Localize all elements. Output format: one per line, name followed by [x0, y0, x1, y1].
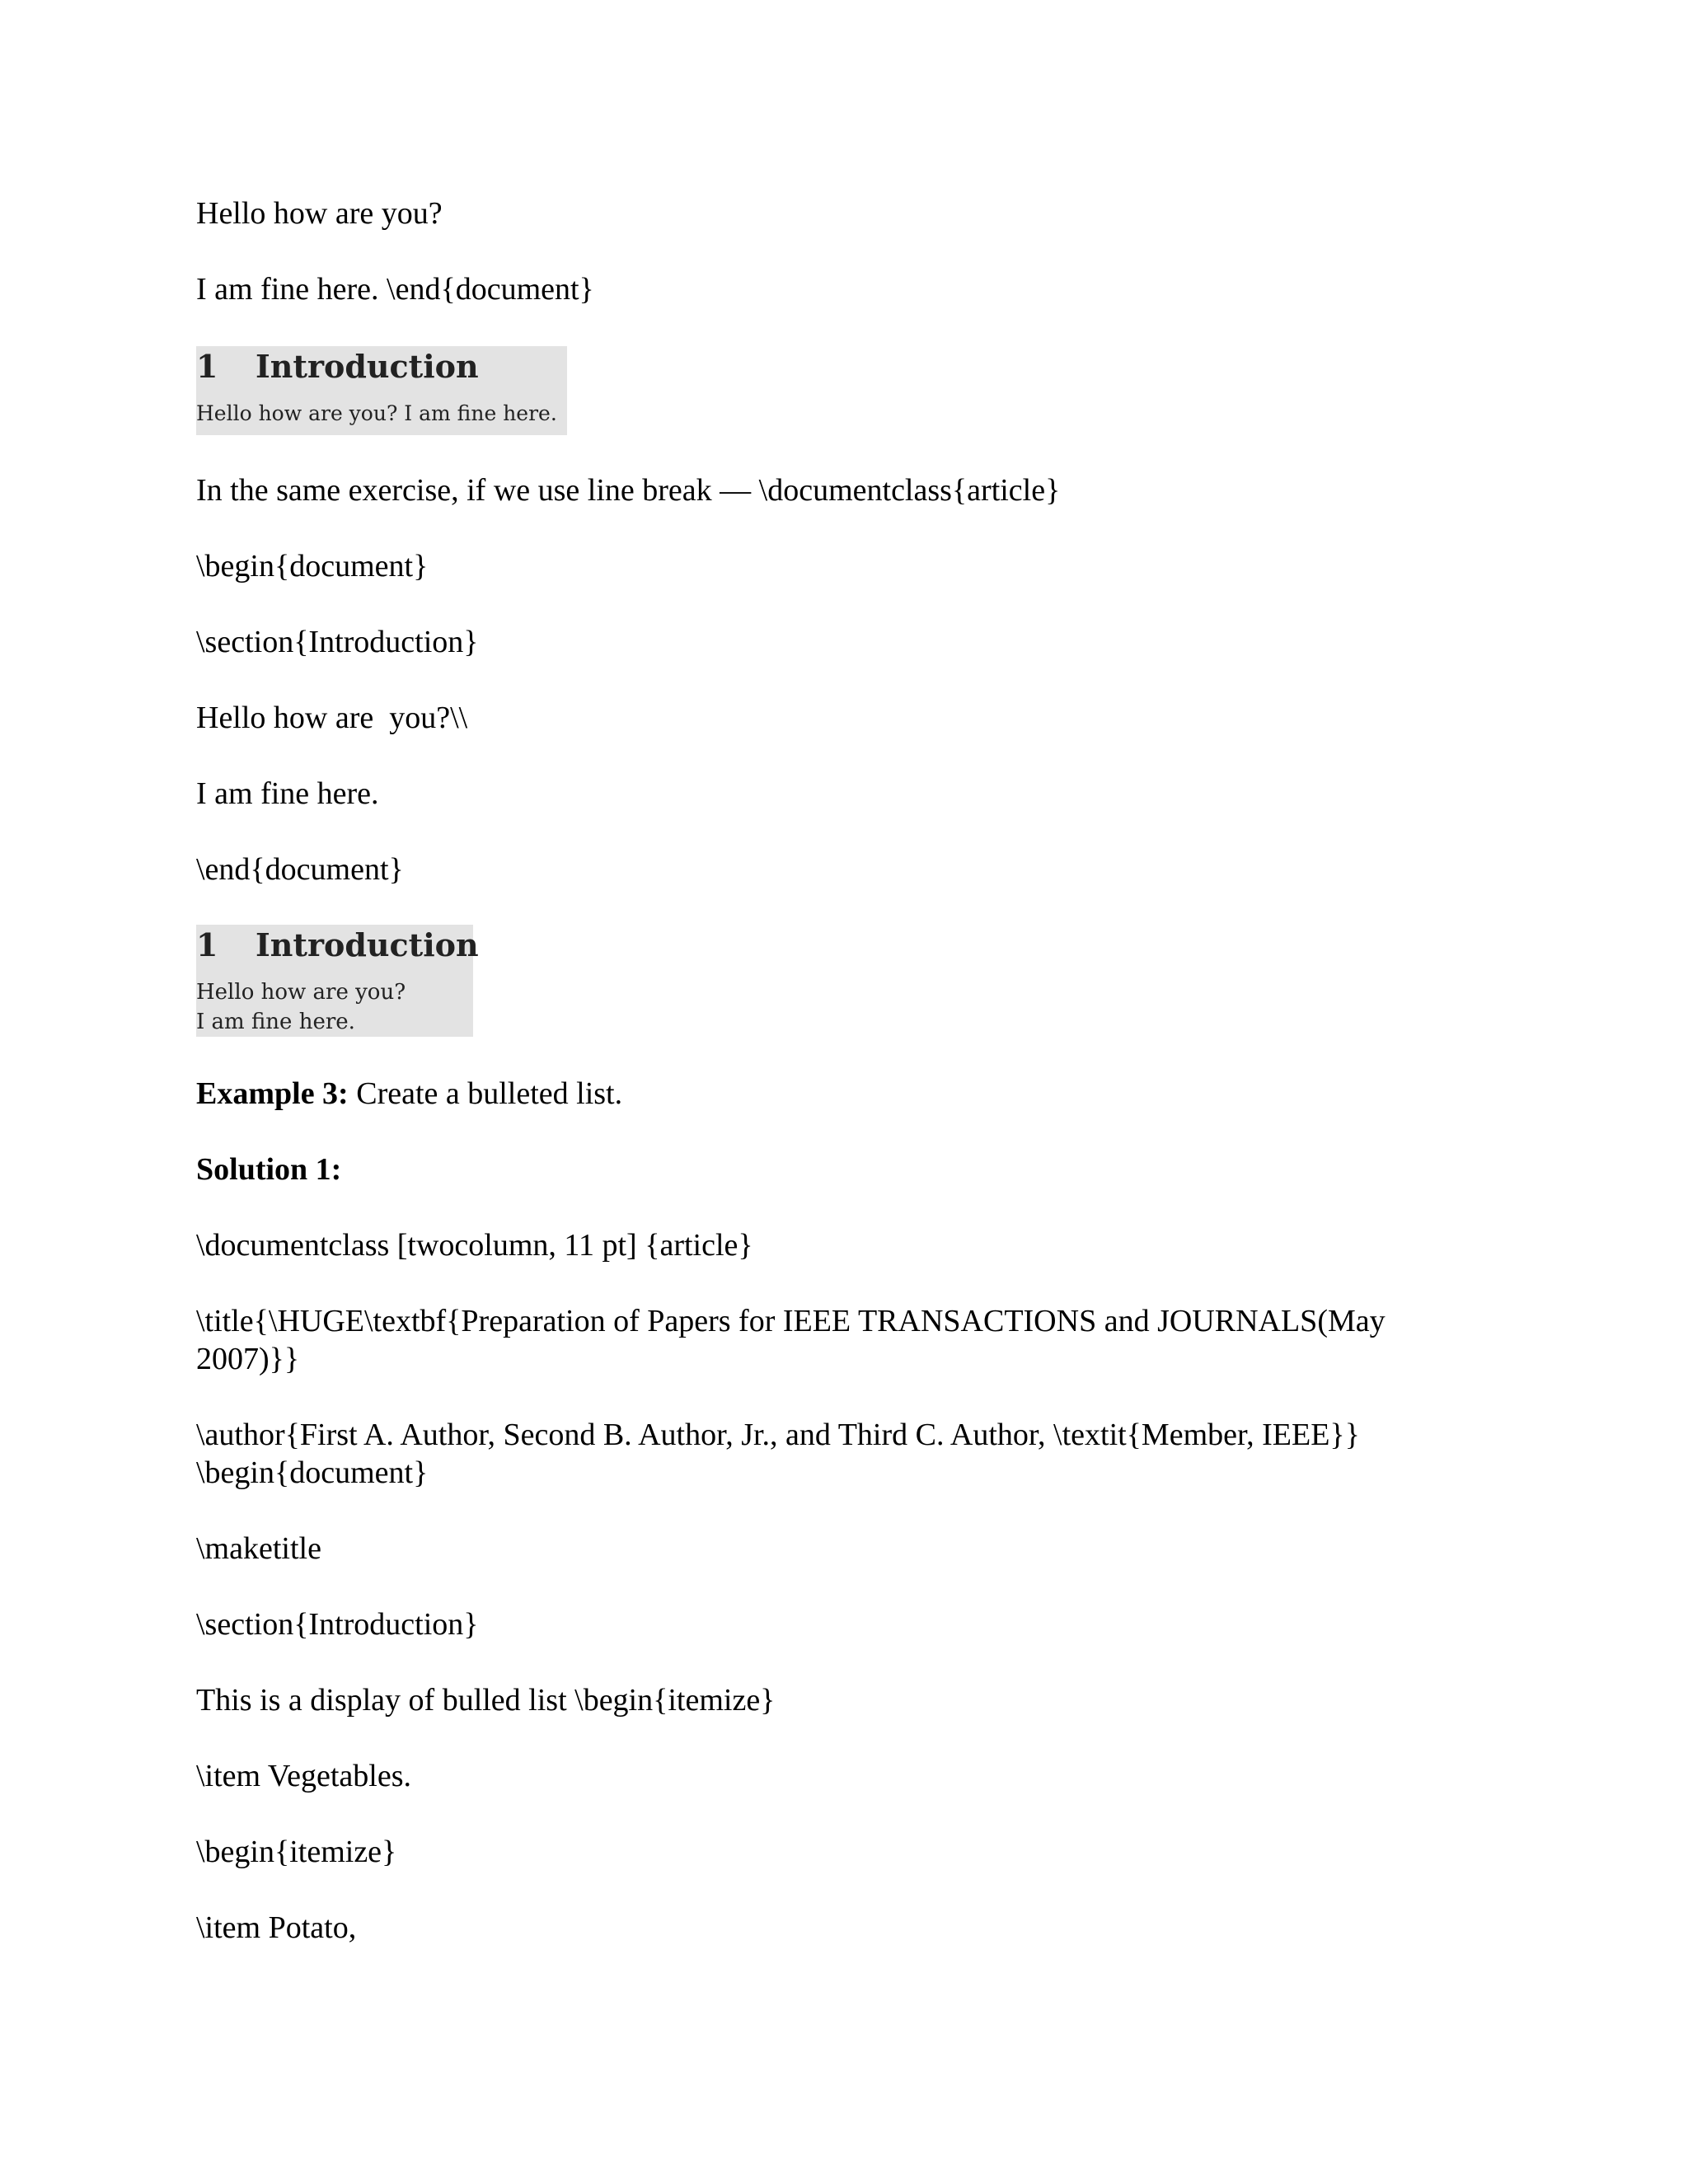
figure-section-number: 1: [196, 926, 218, 963]
text-line: I am fine here.: [196, 776, 379, 811]
text-line: \begin{document}: [196, 1455, 429, 1490]
text-line: \end{document}: [196, 852, 404, 887]
example-label: Example 3:: [196, 1076, 349, 1111]
text-line: \item Vegetables.: [196, 1759, 412, 1793]
figure-body-text: Hello how are you? I am fine here.: [196, 401, 557, 425]
text-line: \maketitle: [196, 1531, 321, 1566]
text-line: Hello how are you?: [196, 196, 443, 231]
text-line: Hello how are you?\\: [196, 701, 468, 735]
rendered-output-image-2: [196, 925, 479, 1037]
figure-body-line-1: Hello how are you?: [196, 980, 406, 1005]
text-line: I am fine here. \end{document}: [196, 272, 594, 307]
figure-section-heading: [196, 925, 479, 966]
text-line: \documentclass [twocolumn, 11 pt] {article}: [196, 1228, 753, 1263]
figure-section-heading: [196, 346, 479, 387]
solution-heading: Solution 1:: [196, 1152, 342, 1187]
text-line: \begin{itemize}: [196, 1835, 397, 1869]
text-line: \section{Introduction}: [196, 625, 479, 659]
figure-section-title: Introduction: [256, 348, 479, 385]
text-line-wrapped: \author{First A. Author, Second B. Author, Jr., and Third C. Author, \textit{Member, IEEE}}: [196, 1418, 1360, 1452]
figure-body-line-2: I am fine here.: [196, 1010, 355, 1034]
rendered-output-image-1: [196, 346, 567, 435]
text-line: In the same exercise, if we use line break — \documentclass{article}: [196, 473, 1061, 508]
text-line-wrapped: \title{\HUGE\textbf{Preparation of Papers for IEEE TRANSACTIONS and JOURNALS(May 2007)}}: [196, 1304, 1386, 1376]
text-line: \begin{document}: [196, 549, 429, 583]
example-heading-line: [196, 1075, 622, 1113]
figure-section-number: 1: [196, 348, 218, 385]
text-line: \section{Introduction}: [196, 1607, 479, 1642]
text-line: This is a display of bulled list \begin{itemize}: [196, 1683, 776, 1718]
figure-section-title: Introduction: [256, 926, 479, 963]
example-text: Create a bulleted list.: [348, 1076, 623, 1111]
text-line: \item Potato,: [196, 1910, 357, 1945]
